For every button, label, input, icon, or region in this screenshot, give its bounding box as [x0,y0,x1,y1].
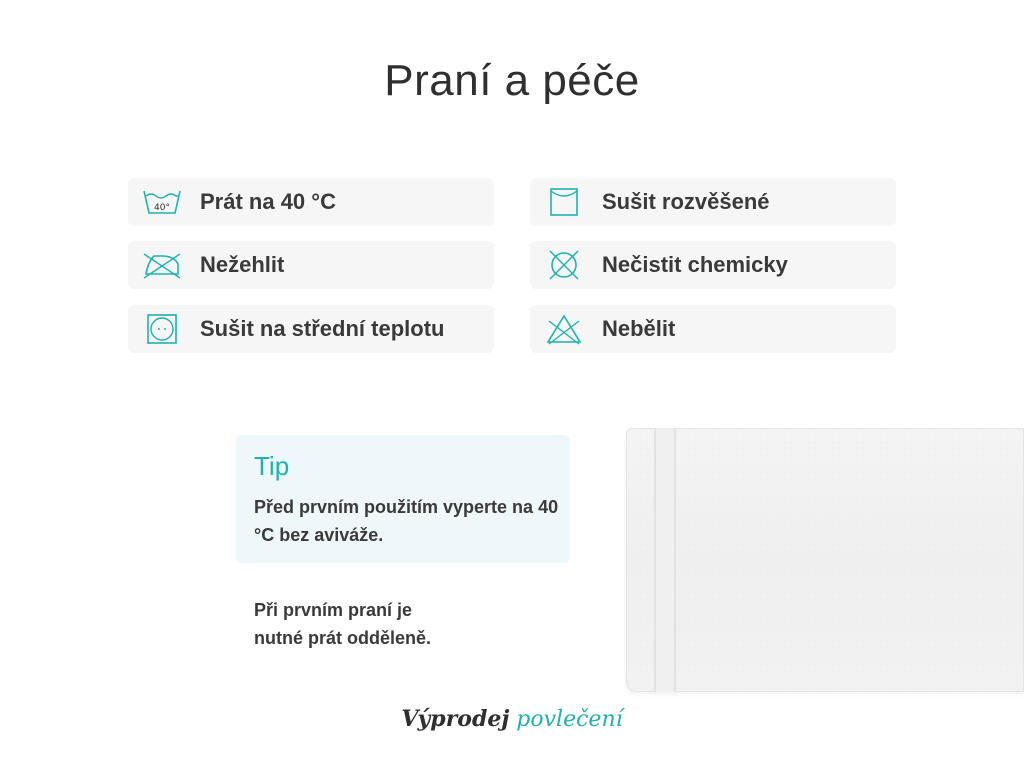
tip-text: Před prvním použitím vyperte na 40 °C bez aviváže. [254,497,559,545]
line-dry-icon [544,185,584,219]
care-item-iron [128,241,494,289]
washing-note-line: nutné prát odděleně. [254,628,432,648]
washing-note-line: Při prvním praní je [254,600,413,620]
do-not-bleach-icon [544,312,584,346]
towel-hem [654,428,676,692]
do-not-iron-icon [142,248,182,282]
care-item-wash [128,178,494,226]
care-item-label: Sušit rozvěšené [602,189,770,214]
care-item-label: Nežehlit [200,252,285,277]
tumble-dry-medium-icon [142,312,182,346]
logo-word-secondary: povlečení [516,707,623,732]
care-item-label: Sušit na střední teplotu [200,316,445,341]
washing-note [254,596,554,652]
wash-40-icon [142,185,182,219]
care-item-tumble-dry [128,305,494,353]
tip-box [236,435,570,563]
care-item-line-dry [530,178,896,226]
brand-logo[interactable] [0,706,1024,732]
towel-image [626,428,1024,692]
care-item-label: Nečistit chemicky [602,252,788,277]
care-item-label: Nebělit [602,316,676,341]
do-not-dry-clean-icon [544,248,584,282]
care-item-label: Prát na 40 °C [200,189,336,214]
tip-title: Tip [254,451,290,481]
care-item-dry-clean [530,241,896,289]
logo-word-primary: Výprodej [401,706,510,732]
care-item-bleach [530,305,896,353]
page-title: Praní a péče [384,56,640,105]
towel-texture [626,428,1024,692]
wash-temperature-label: 40° [154,203,170,213]
